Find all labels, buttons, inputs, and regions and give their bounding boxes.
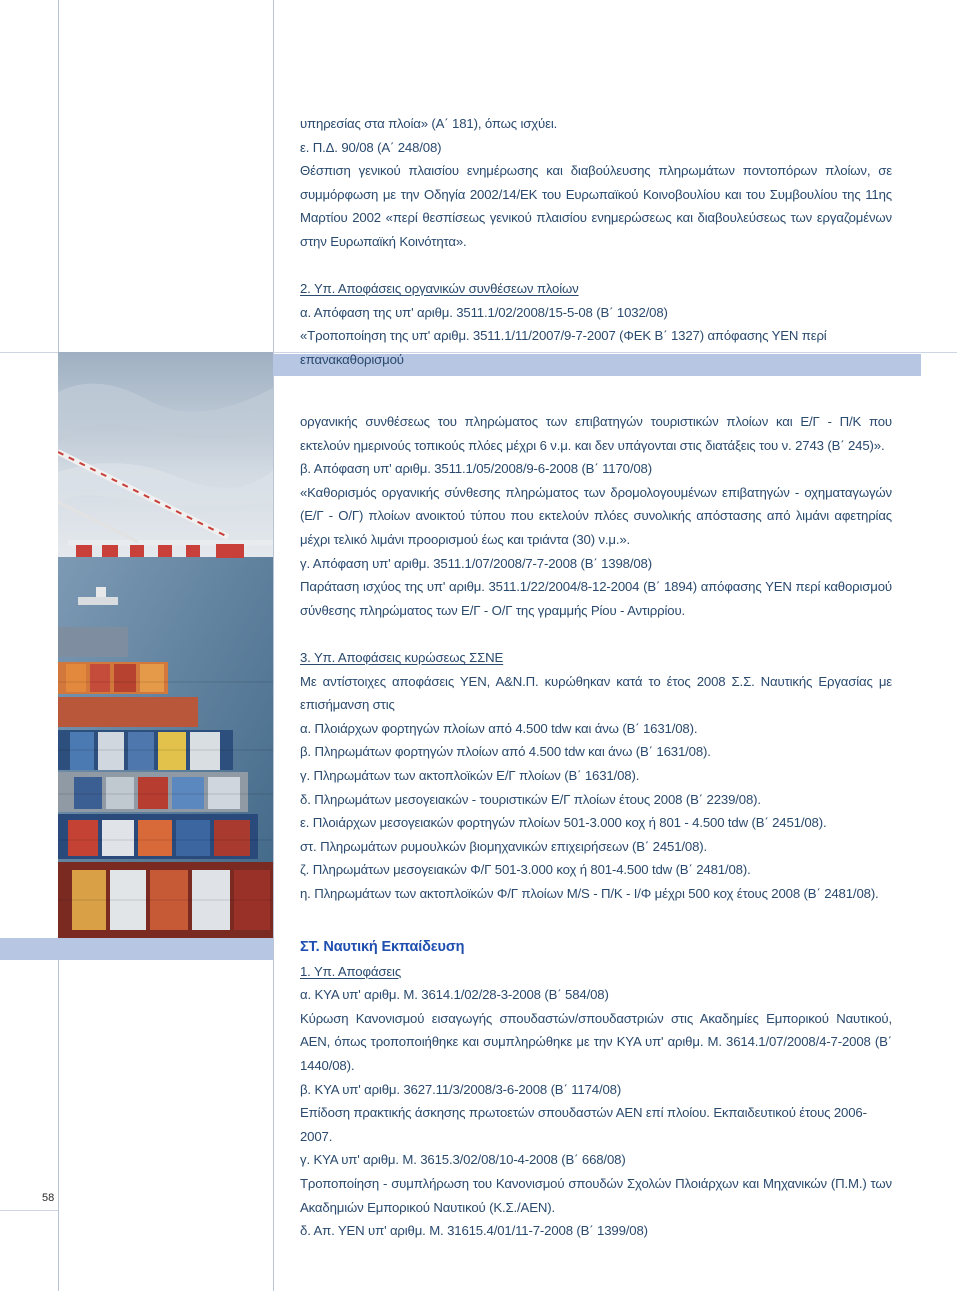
text-block-middle xyxy=(300,410,892,905)
paragraph: οργανικής συνθέσεως του πληρώματος των επιβατηγών τουριστικών πλοίων και Ε/Γ - Π/Κ που εκτελούν ημερινούς τοπικούς πλόες μέχρι 6 ν.μ. και δεν υπάγονται στις διατάξεις του ν. 2743 (Β΄ 245)». xyxy=(300,414,892,453)
paragraph: α. Απόφαση της υπ' αριθμ. 3511.1/02/2008/15-5-08 (Β΄ 1032/08) xyxy=(300,304,668,320)
subsection-heading: 1. Υπ. Αποφάσεις xyxy=(300,963,402,979)
paragraph: δ. Απ. ΥΕΝ υπ' αριθμ. Μ. 31615.4/01/11-7-2008 (Β΄ 1399/08) xyxy=(300,1223,648,1239)
text-block-bottom xyxy=(300,936,892,1243)
paragraph: Παράταση ισχύος της υπ' αριθμ. 3511.1/22/2004/8-12-2004 (Β΄ 1894) απόφασης ΥΕΝ περί καθορισμού σύνθεσης πληρώματος των Ε/Γ - Ο/Γ της γραμμής Ρίου - Αντιρρίου. xyxy=(300,579,892,618)
text-block-top xyxy=(300,112,892,372)
list-item: ζ. Πληρωμάτων μεσογειακών Φ/Γ 501-3.000 κοχ ή 801-4.500 tdw (Β΄ 2481/08). xyxy=(300,862,751,878)
list-item: α. Πλοιάρχων φορτηγών πλοίων από 4.500 tdw και άνω (Β΄ 1631/08). xyxy=(300,720,698,736)
paragraph: Τροποποίηση - συμπλήρωση του Κανονισμού σπουδών Σχολών Πλοιάρχων και Μηχανικών (Π.Μ.) των Ακαδημιών Εμπορικού Ναυτικού (Κ.Σ./ΑΕΝ). xyxy=(300,1175,892,1215)
paragraph: Με αντίστοιχες αποφάσεις ΥΕΝ, Α&Ν.Π. κυρώθηκαν κατά το έτος 2008 Σ.Σ. Ναυτικής Εργασίας με επισήμανση στις xyxy=(300,673,892,713)
paragraph: γ. ΚΥΑ υπ' αριθμ. Μ. 3615.3/02/08/10-4-2008 (Β΄ 668/08) xyxy=(300,1152,626,1168)
paragraph: Κύρωση Κανονισμού εισαγωγής σπουδαστών/σπουδαστριών στις Ακαδημίες Εμπορικού Ναυτικού, ΑΕΝ, όπως τροποποιήθηκε και συμπληρώθηκε με την ΚΥΑ υπ' αριθμ. Μ. 3614.1/07/2008/4-7-2008 (Β΄ 1440/08). xyxy=(300,1010,892,1073)
paragraph: Θέσπιση γενικού πλαισίου ενημέρωσης και διαβούλευσης πληρωμάτων ποντοπόρων πλοίων, σε συμμόρφωση με την Οδηγία 2002/14/ΕΚ του Ευρωπαϊκού Κοινοβουλίου και του Συμβουλίου της 11ης Μαρτίου 2002 «περί θεσπίσεως γενικού πλαισίου ενημερώσεως και διαβουλεύσεως των εργαζομένων στην Ευρωπαϊκή Κοινότητα». xyxy=(300,163,892,249)
list-item: γ. Πληρωμάτων των ακτοπλοϊκών Ε/Γ πλοίων (Β΄ 1631/08). xyxy=(300,767,640,783)
list-item: δ. Πληρωμάτων μεσογειακών - τουριστικών Ε/Γ πλοίων έτους 2008 (Β΄ 2239/08). xyxy=(300,791,761,807)
paragraph: «Καθορισμός οργανικής σύνθεσης πληρώματος των δρομολογουμένων επιβατηγών - οχηματαγωγών (Ε/Γ - Ο/Γ) πλοίων ανοικτού τύπου που εκτελούν πλόες συνολικής απόστασης από λιμάνι αφετηρίας μέχρι τελικό λιμάνι προορισμού έως και τριάντα (30) ν.μ.». xyxy=(300,484,892,547)
paragraph: υπηρεσίας στα πλοία» (Α΄ 181), όπως ισχύει. xyxy=(300,116,558,131)
list-item: β. Πληρωμάτων φορτηγών πλοίων από 4.500 tdw και άνω (Β΄ 1631/08). xyxy=(300,744,711,760)
divider-footer xyxy=(0,1210,58,1211)
list-item: η. Πληρωμάτων των ακτοπλοϊκών Φ/Γ πλοίων Μ/S - Π/Κ - Ι/Φ μέχρι 500 κοχ έτους 2008 (Β΄ 2481/08). xyxy=(300,885,879,901)
section-band xyxy=(0,938,273,960)
paragraph: β. Απόφαση υπ' αριθμ. 3511.1/05/2008/9-6-2008 (Β΄ 1170/08) xyxy=(300,461,652,477)
paragraph: Επίδοση πρακτικής άσκησης πρωτοετών σπουδαστών ΑΕΝ επί πλοίου. Εκπαιδευτικού έτους 2006-2007. xyxy=(300,1105,867,1144)
paragraph: «Τροποποίηση της υπ' αριθμ. 3511.1/11/2007/9-7-2007 (ΦΕΚ Β΄ 1327) απόφασης ΥΕΝ περί επανακαθορισμού xyxy=(300,328,827,367)
list-item: στ. Πληρωμάτων ρυμουλκών βιομηχανικών επιχειρήσεων (Β΄ 2451/08). xyxy=(300,838,708,854)
paragraph: ε. Π.Δ. 90/08 (Α΄ 248/08) xyxy=(300,139,442,155)
list-item: ε. Πλοιάρχων μεσογειακών φορτηγών πλοίων 501-3.000 κοχ ή 801 - 4.500 tdw (Β΄ 2451/08). xyxy=(300,815,827,831)
subsection-heading: 3. Υπ. Αποφάσεις κυρώσεως ΣΣΝΕ xyxy=(300,649,504,665)
section-heading: ΣΤ. Ναυτική Εκπαίδευση xyxy=(300,939,465,955)
paragraph: α. ΚΥΑ υπ' αριθμ. Μ. 3614.1/02/28-3-2008 (Β΄ 584/08) xyxy=(300,987,609,1003)
container-ship-photo xyxy=(58,352,273,938)
page-number: 58 xyxy=(42,1192,55,1204)
paragraph: β. ΚΥΑ υπ' αριθμ. 3627.11/3/2008/3-6-2008 (Β΄ 1174/08) xyxy=(300,1081,622,1097)
paragraph: γ. Απόφαση υπ' αριθμ. 3511.1/07/2008/7-7-2008 (Β΄ 1398/08) xyxy=(300,555,652,571)
margin-rule-right xyxy=(273,0,274,1291)
subsection-heading: 2. Υπ. Αποφάσεις οργανικών συνθέσεων πλοίων xyxy=(300,281,579,297)
